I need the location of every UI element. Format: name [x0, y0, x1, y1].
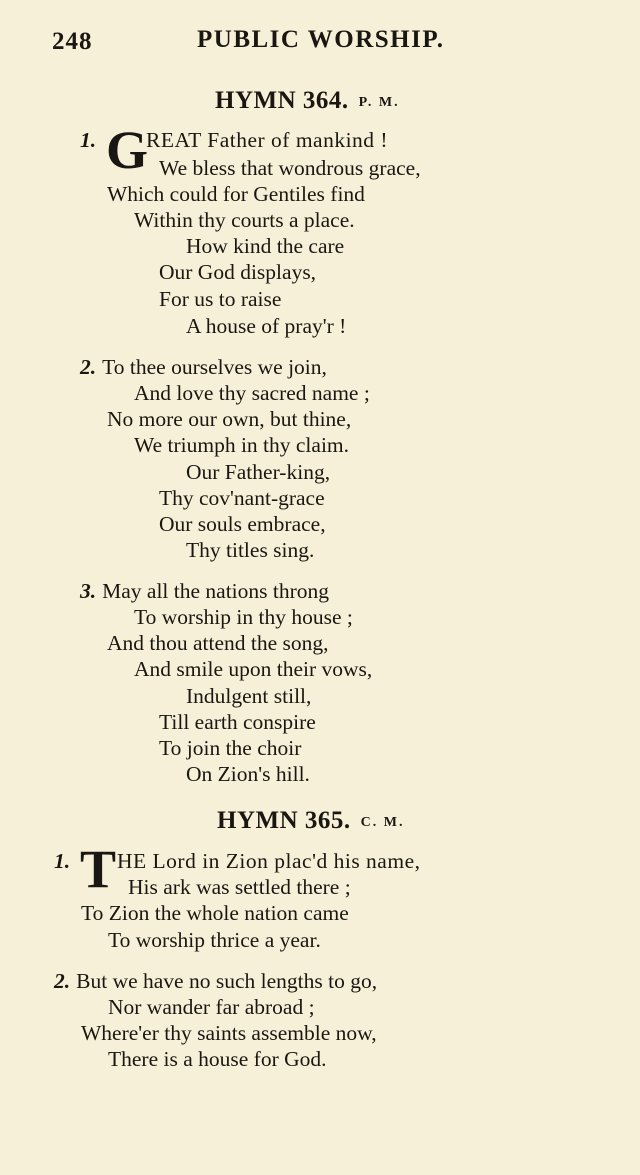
verse-line: And smile upon their vows, — [134, 657, 373, 681]
verse-line — [80, 354, 327, 380]
verse-number-label: 1. — [80, 128, 97, 152]
verse-line: Nor wander far abroad ; — [108, 995, 315, 1019]
hymn-meter: P. M. — [358, 95, 400, 110]
verse-number — [80, 127, 102, 153]
verse-line: REAT Father of mankind ! — [146, 128, 389, 152]
page-number: 248 — [52, 28, 93, 55]
hymn-title — [215, 87, 400, 115]
hymn-number: HYMN 365. — [217, 807, 351, 834]
verse-line-text: To thee ourselves we join, — [102, 355, 327, 379]
verse-number: 3. — [80, 579, 97, 603]
verse-line: To Zion the whole nation came — [81, 901, 349, 925]
verse-line: There is a house for God. — [108, 1047, 327, 1071]
verse-line: A house of pray'r ! — [186, 314, 347, 338]
verse-line: How kind the care — [186, 234, 345, 258]
verse-line: HE Lord in Zion plac'd his name, — [117, 849, 421, 873]
verse-line: Thy cov'nant-grace — [159, 486, 325, 510]
verse-line: To worship in thy house ; — [134, 605, 353, 629]
verse-line: Within thy courts a place. — [134, 208, 355, 232]
verse-line — [80, 578, 329, 604]
verse-line: And love thy sacred name ; — [134, 381, 370, 405]
verse-line: Our God displays, — [159, 260, 317, 284]
verse-line — [54, 968, 377, 994]
verse-line: To worship thrice a year. — [108, 928, 321, 952]
verse-number-label: 1. — [54, 849, 71, 873]
drop-cap: G — [106, 120, 149, 180]
verse-line: To join the choir — [159, 736, 302, 760]
verse-number: 2. — [54, 969, 71, 993]
verse-line: For us to raise — [159, 287, 282, 311]
verse-number — [54, 848, 76, 874]
verse-line: Thy titles sing. — [186, 538, 315, 562]
verse-line: Our souls embrace, — [159, 512, 326, 536]
verse-line: And thou attend the song, — [107, 631, 329, 655]
verse-line: His ark was settled there ; — [128, 875, 351, 899]
verse-line: Till earth conspire — [159, 710, 316, 734]
verse-line: Where'er thy saints assemble now, — [81, 1021, 377, 1045]
hymn-number: HYMN 364. — [215, 87, 349, 114]
verse-line-text: May all the nations throng — [102, 579, 330, 603]
running-head: PUBLIC WORSHIP. — [197, 26, 445, 53]
verse-number: 2. — [80, 355, 97, 379]
verse-line: Our Father-king, — [186, 460, 331, 484]
verse-line: No more our own, but thine, — [107, 407, 352, 431]
hymn-title — [217, 807, 404, 835]
verse-line: Indulgent still, — [186, 684, 312, 708]
hymn-meter: C. M. — [360, 815, 405, 830]
verse-line-text: But we have no such lengths to go, — [76, 969, 378, 993]
verse-line: Which could for Gentiles find — [107, 182, 365, 206]
drop-cap: T — [80, 839, 117, 899]
verse-line: On Zion's hill. — [186, 762, 310, 786]
verse-line: We triumph in thy claim. — [134, 433, 350, 457]
verse-line: We bless that wondrous grace, — [159, 156, 421, 180]
